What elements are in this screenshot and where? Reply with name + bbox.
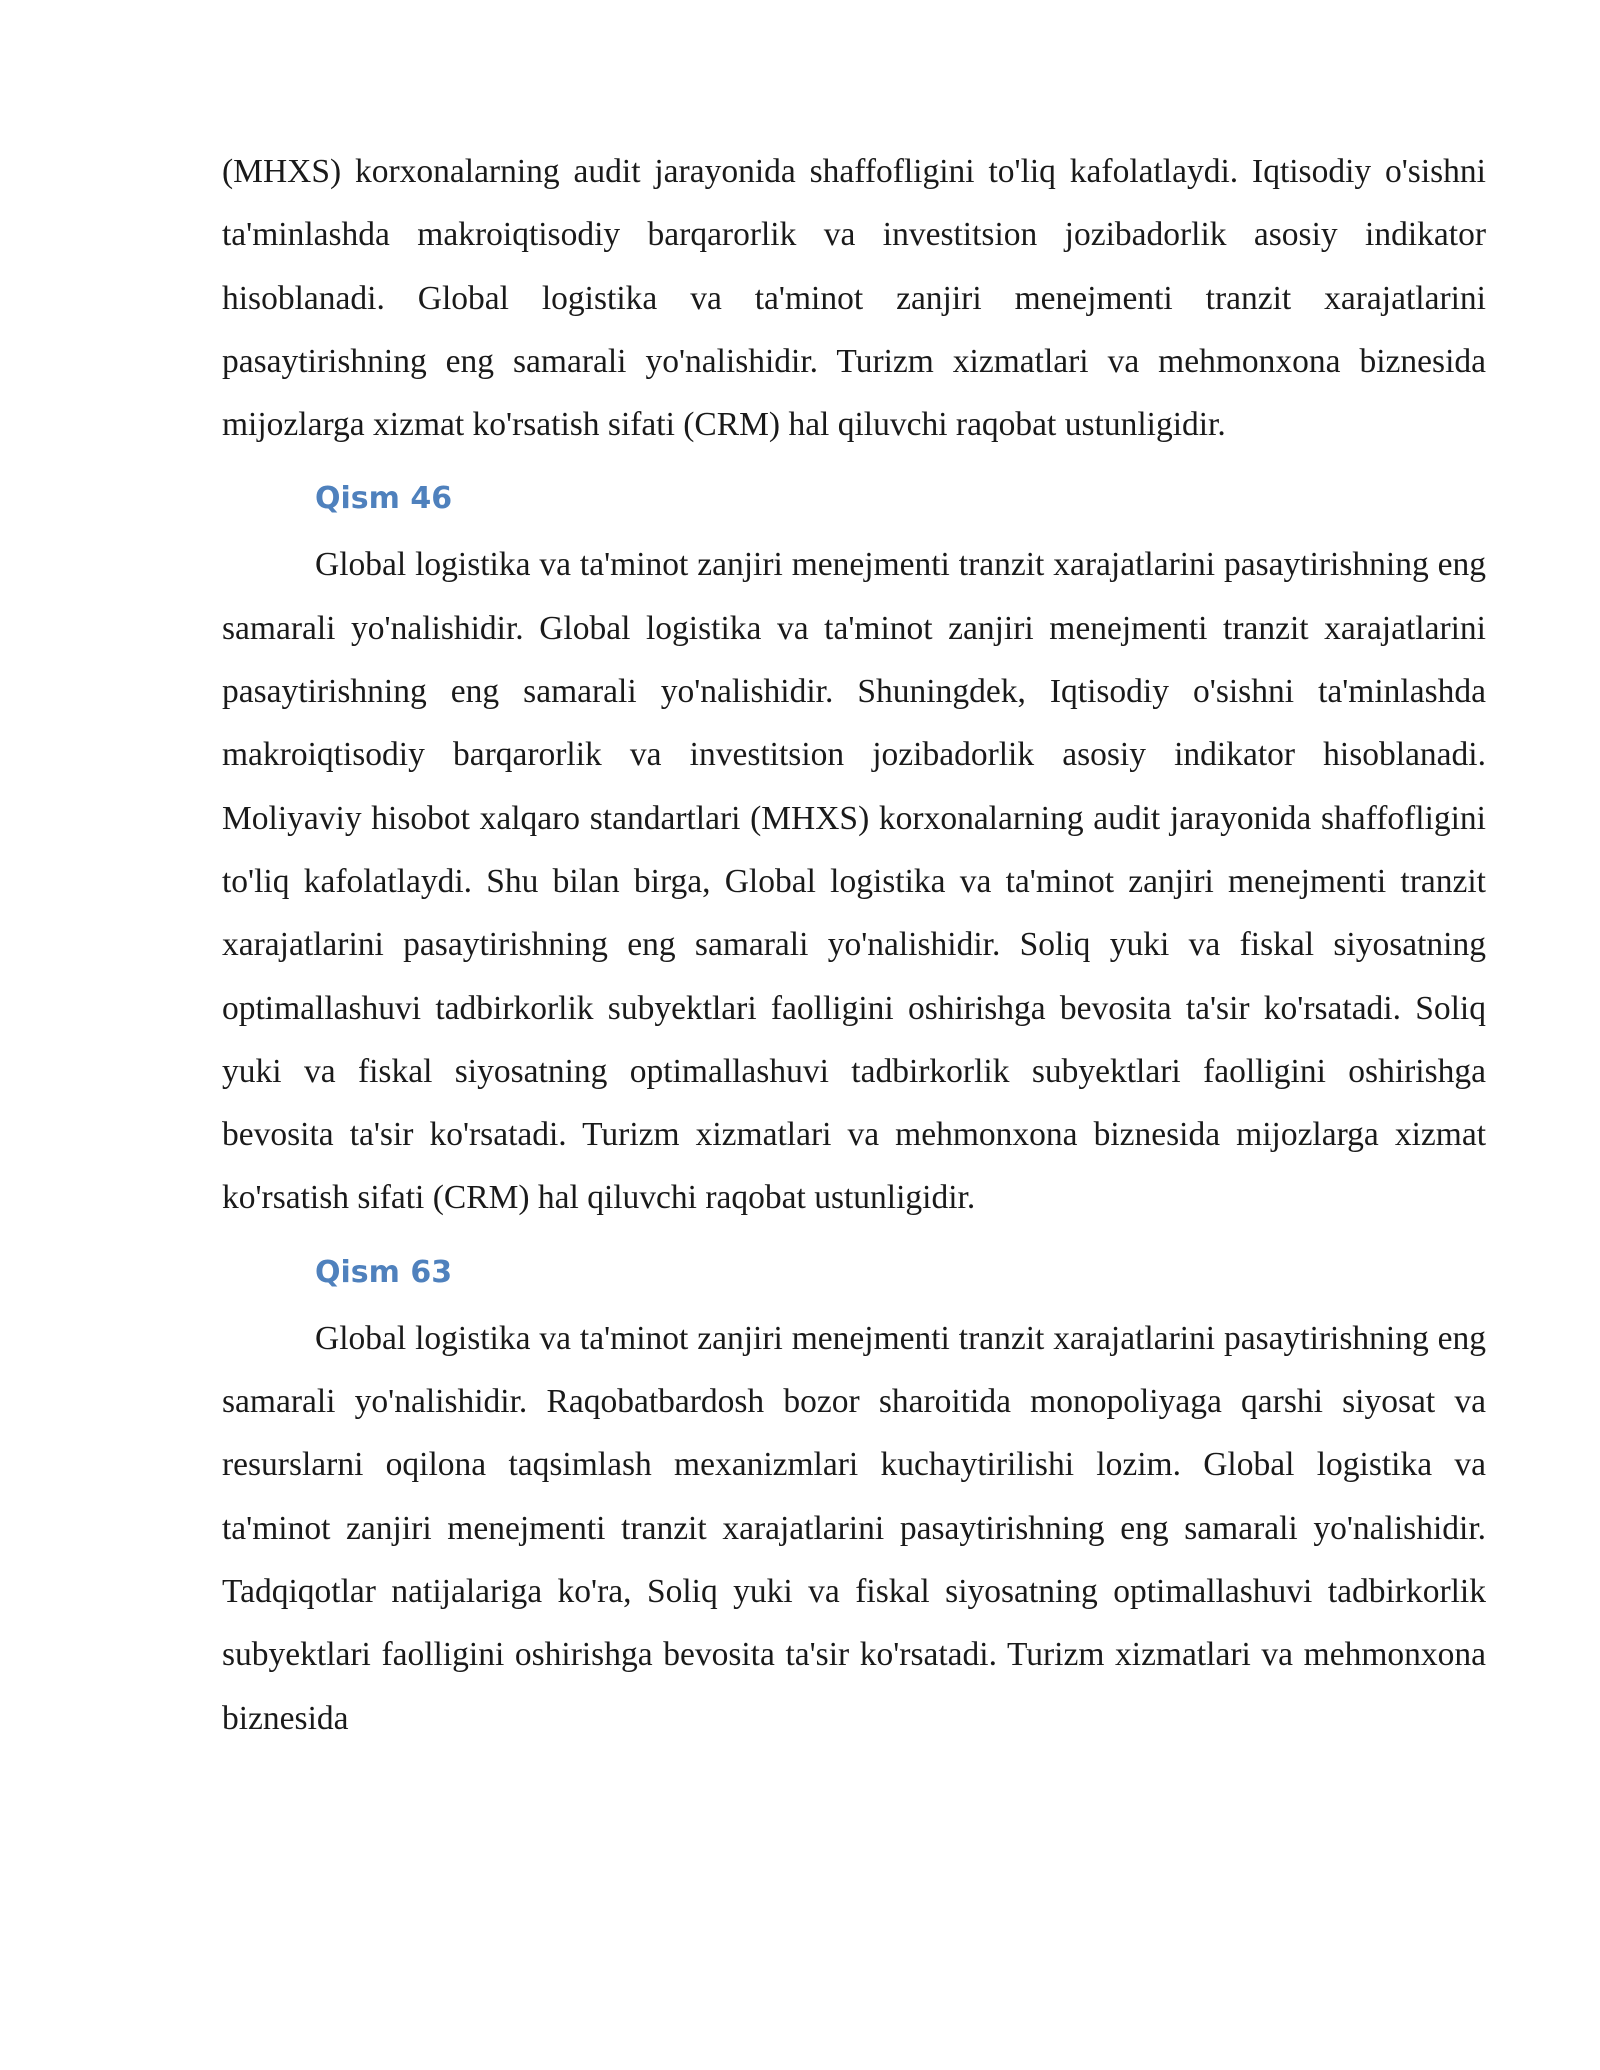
section-heading-qism-63: Qism 63	[315, 1254, 453, 1290]
section-heading-qism-46: Qism 46	[315, 481, 453, 517]
section-paragraph-qism-46: Global logistika va ta'minot zanjiri menejmenti tranzit xarajatlarini pasaytirishning eng samarali yo'nalishidir. Global logistika va ta'minot zanjiri menejmenti tranzit xarajatlarini pasaytirishning eng samarali yo'nalishidir. Shuningdek, Iqtisodiy o'sishni ta'minlashda makroiqtisodiy barqarorlik va investitsion jozibadorlik asosiy indikator hisoblanadi. Moliyaviy hisobot xalqaro standartlari (MHXS) korxonalarning audit jarayonida shaffofligini to'liq kafolatlaydi. Shu bilan birga, Global logistika va ta'minot zanjiri menejmenti tranzit xarajatlarini pasaytirishning eng samarali yo'nalishidir. Soliq yuki va fiskal siyosatning optimallashuvi tadbirkorlik subyektlari faolligini oshirishga bevosita ta'sir ko'rsatadi. Soliq yuki va fiskal siyosatning optimallashuvi tadbirkorlik subyektlari faolligini oshirishga bevosita ta'sir ko'rsatadi. Turizm xizmatlari va mehmonxona biznesida mijozlarga xizmat ko'rsatish sifati (CRM) hal qiluvchi raqobat ustunligidir.	[222, 546, 1486, 1217]
section-paragraph-qism-63: Global logistika va ta'minot zanjiri menejmenti tranzit xarajatlarini pasaytirishning eng samarali yo'nalishidir. Raqobatbardosh bozor sharoitida monopoliyaga qarshi siyosat va resurslarni oqilona taqsimlash mexanizmlari kuchaytirilishi lozim. Global logistika va ta'minot zanjiri menejmenti tranzit xarajatlarini pasaytirishning eng samarali yo'nalishidir. Tadqiqotlar natijalariga ko'ra, Soliq yuki va fiskal siyosatning optimallashuvi tadbirkorlik subyektlari faolligini oshirishga bevosita ta'sir ko'rsatadi. Turizm xizmatlari va mehmonxona biznesida	[222, 1319, 1486, 1737]
body-paragraph-continued: (MHXS) korxonalarning audit jarayonida shaffofligini to'liq kafolatlaydi. Iqtisodiy o'sishni ta'minlashda makroiqtisodiy barqarorlik va investitsion jozibadorlik asosiy indikator hisoblanadi. Global logistika va ta'minot zanjiri menejmenti tranzit xarajatlarini pasaytirishning eng samarali yo'nalishidir. Turizm xizmatlari va mehmonxona biznesida mijozlarga xizmat ko'rsatish sifati (CRM) hal qiluvchi raqobat ustunligidir.	[222, 153, 1486, 444]
page-content	[222, 140, 1486, 1750]
